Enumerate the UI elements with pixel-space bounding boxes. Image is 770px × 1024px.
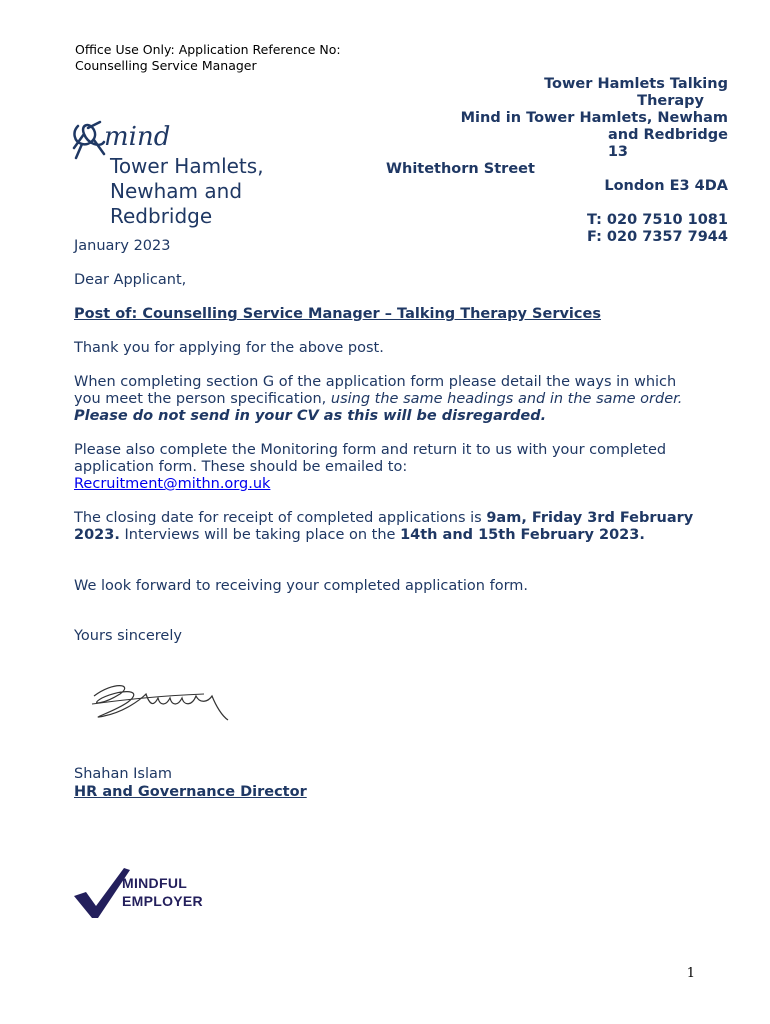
paragraph-text: When completing section G of the application form please detail the ways in which you meet the person specification, [74,374,677,407]
badge-line: MINDFUL [122,875,188,891]
address-line: Whitethorn Street [386,161,535,177]
signature-image [84,676,234,732]
logo-line: Redbridge [110,204,213,228]
logo-line: Tower Hamlets, [110,154,264,178]
mind-logo [70,118,300,230]
address-line: and Redbridge [607,127,728,143]
signatory-name: Shahan Islam [74,766,173,782]
recruitment-email-link[interactable]: Recruitment@mithn.org.uk [74,476,271,492]
logo-line: Newham and [110,179,243,203]
mind-wordmark: mind [104,122,171,152]
phone-number: T: 020 7510 1081 [586,212,728,228]
paragraph-section-g [74,374,694,425]
mindful-employer-logo [72,866,212,922]
fax-number: F: 020 7357 7944 [586,229,728,245]
address-line: London E3 4DA [604,178,728,194]
badge-line: EMPLOYER [122,893,203,909]
letter-date: January 2023 [74,238,171,254]
paragraph-text: The closing date for receipt of completed applications is [74,510,487,526]
paragraph-monitoring [74,442,694,493]
address-block [386,76,728,246]
address-line: 13 [607,144,628,160]
interview-dates: 14th and 15th February 2023. [400,527,645,543]
address-line: Therapy [637,93,704,109]
paragraph-text: Please also complete the Monitoring form and return it to us with your completed application form. These should be emailed to: [74,442,667,475]
paragraph-text: Interviews will be taking place on the [119,527,401,543]
cv-warning: Please do not send in your CV as this will be disregarded. [74,408,547,424]
badge-text [122,874,203,910]
office-use-header [75,42,341,74]
signatory-title: HR and Governance Director [74,784,307,800]
address-line: Tower Hamlets Talking [544,76,728,92]
closing-date: 9am, Friday 3rd February 2023. [74,510,694,543]
paragraph-closing-date [74,510,694,544]
paragraph-thanks: Thank you for applying for the above post. [74,340,384,356]
paragraph-look-forward: We look forward to receiving your completed application form. [74,578,529,594]
logo-location-text [110,154,264,229]
office-use-line: Counselling Service Manager [75,58,257,73]
closing-phrase: Yours sincerely [74,628,182,644]
subject-line: Post of: Counselling Service Manager – Talking Therapy Services [74,306,601,322]
salutation: Dear Applicant, [74,272,187,288]
page-number: 1 [686,966,695,981]
office-use-line: Office Use Only: Application Reference No: [75,42,341,57]
paragraph-emphasis: using the same headings and in the same order. [330,391,683,407]
address-line: Mind in Tower Hamlets, Newham [460,110,728,126]
